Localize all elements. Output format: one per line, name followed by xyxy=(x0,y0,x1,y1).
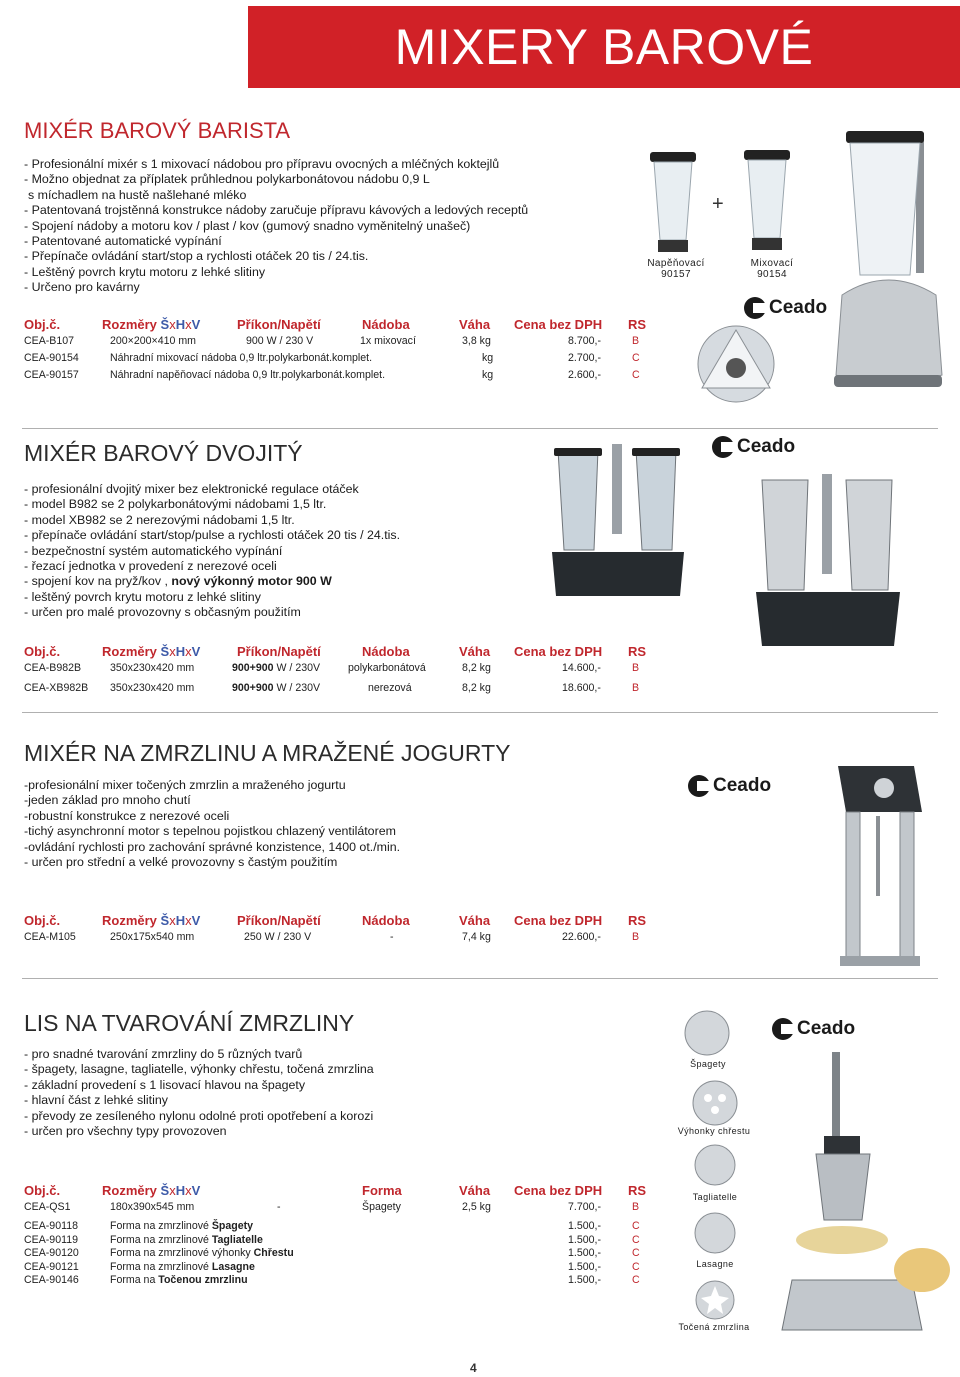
ice-cream-press-image xyxy=(772,1050,958,1340)
page-number: 4 xyxy=(470,1361,477,1375)
cell-code: CEA-XB982B xyxy=(24,682,89,694)
bullet: - Určeno pro kavárny xyxy=(24,280,140,295)
cell-code: CEA-90119 xyxy=(24,1233,78,1246)
cell-desc: Náhradní mixovací nádoba 0,9 ltr.polykarbonát.komplet. xyxy=(110,352,373,364)
table-header xyxy=(24,1183,664,1201)
col-rs: RS xyxy=(628,317,647,332)
col-vaha: Váha xyxy=(459,317,491,332)
caption-mixovaci: Mixovací 90154 xyxy=(750,258,794,280)
divider xyxy=(22,428,938,429)
col-vaha: Váha xyxy=(459,913,491,928)
cell-rs: B xyxy=(632,335,640,347)
cell-rs: C xyxy=(632,1274,640,1286)
dvojity-table xyxy=(24,644,664,699)
cell-desc: Náhradní napěňovací nádoba 0,9 ltr.polykarbonát.komplet. xyxy=(110,369,386,381)
cell-power: 900+900 W / 230V xyxy=(232,662,321,674)
cell-power: 900+900 W / 230V xyxy=(232,682,321,694)
col-nadoba: Nádoba xyxy=(362,317,410,332)
lis-bullets xyxy=(24,1047,374,1139)
ceado-logo: Ceado xyxy=(772,1018,855,1040)
cell-dims: 350x230x420 mm xyxy=(110,662,195,674)
col-rozmery: Rozměry ŠxHxV xyxy=(102,317,201,332)
cell-vessel: 1x mixovací xyxy=(360,335,416,347)
double-mixer-steel-image xyxy=(748,470,908,650)
col-prikon: Příkon/Napětí xyxy=(237,317,321,332)
cell-desc: Forma na zmrzlinové Špagety xyxy=(110,1220,254,1232)
table-row xyxy=(24,1261,664,1275)
bullet: - řezací jednotka v provedení z nerezové oceli xyxy=(24,559,277,574)
cell-dims: 200×200×410 mm xyxy=(110,335,196,347)
ceado-mark-icon xyxy=(688,775,710,797)
cell-code: CEA-90121 xyxy=(24,1260,79,1273)
bullet: - model XB982 se 2 nerezovými nádobami 1,5 ltr. xyxy=(24,512,295,527)
cell-rs: C xyxy=(632,1247,640,1259)
table-row xyxy=(24,662,664,682)
bullet: - Patentovaná trojstěnná konstrukce nádoby zaručuje přípravu kávových a ledových receptů xyxy=(24,203,529,218)
cell-weight: kg xyxy=(482,352,494,364)
col-rs: RS xyxy=(628,1183,647,1198)
cell-desc: Forma na zmrzlinové výhonky Chřestu xyxy=(110,1247,294,1259)
cell-desc: Forma na zmrzlinové Lasagne xyxy=(110,1260,255,1273)
ice-cream-mixer-image xyxy=(828,760,928,970)
bullet: - hlavní část z lehké slitiny xyxy=(24,1093,168,1108)
disc-spagety-image xyxy=(682,1008,732,1058)
bullet: - Spojení nádoby a motoru kov / plast / kov (gumový snadno vyměnitelný unašeč) xyxy=(24,218,471,233)
ceado-logo: Ceado xyxy=(712,436,795,458)
dvojity-bullets xyxy=(24,482,400,621)
cell-forma: Špagety xyxy=(362,1201,401,1213)
col-cena: Cena bez DPH xyxy=(514,644,603,659)
bullet: - pro snadné tvarování zmrzliny do 5 různých tvarů xyxy=(24,1047,303,1061)
cell-dims: 350x230x420 mm xyxy=(110,682,195,694)
section-title-dvojity: MIXÉR BAROVÝ DVOJITÝ xyxy=(24,440,303,466)
cell-price: 1.500,- xyxy=(568,1233,601,1246)
cell-price: 14.600,- xyxy=(562,662,601,674)
cell-dims: 180x390x545 mm xyxy=(110,1201,195,1213)
col-nadoba: Nádoba xyxy=(362,913,410,928)
col-nadoba: Nádoba xyxy=(362,644,410,659)
cell-code: CEA-M105 xyxy=(24,931,76,943)
table-row xyxy=(24,335,664,352)
disc-caption: Lasagne xyxy=(696,1259,734,1269)
col-cena: Cena bez DPH xyxy=(514,913,603,928)
col-obj: Obj.č. xyxy=(24,644,61,659)
ceado-logo: Ceado xyxy=(744,297,827,319)
cell-price: 18.600,- xyxy=(562,682,601,694)
cell-vessel: - xyxy=(390,931,394,943)
ceado-mark-icon xyxy=(712,436,734,458)
cell-dims: 250x175x540 mm xyxy=(110,931,195,943)
page-header: MIXERY BAROVÉ xyxy=(248,6,960,88)
cell-rs: C xyxy=(632,352,640,364)
col-rozmery: Rozměry ŠxHxV xyxy=(102,644,201,659)
cell-rs: B xyxy=(632,682,640,694)
ceado-mark-icon xyxy=(772,1018,794,1040)
disc-caption: Tagliatelle xyxy=(692,1192,738,1202)
section-title-barista: MIXÉR BAROVÝ BARISTA xyxy=(24,118,291,143)
col-rozmery: Rozměry ŠxHxV xyxy=(102,1183,201,1198)
bullet: -jeden základ pro mnoho chutí xyxy=(24,793,191,808)
cell-weight: 2,5 kg xyxy=(462,1201,491,1213)
blender-blade-image xyxy=(690,318,786,404)
cell-rs: C xyxy=(632,1260,640,1273)
bullet: s míchadlem na hustě našlehané mléko xyxy=(28,187,247,202)
cell-price: 8.700,- xyxy=(568,335,601,347)
bullet: - Leštěný povrch krytu motoru z lehké slitiny xyxy=(24,264,266,279)
table-header xyxy=(24,317,664,335)
cell-rs: C xyxy=(632,1233,640,1246)
disc-chrest-image xyxy=(690,1078,740,1128)
zmrzlina-table xyxy=(24,913,664,948)
cell-weight: kg xyxy=(482,369,494,381)
bullet: - Profesionální mixér s 1 mixovací nádobou pro přípravu ovocných a mléčných koktejlů xyxy=(24,157,500,171)
col-rozmery: Rozměry ŠxHxV xyxy=(102,913,201,928)
col-prikon: Příkon/Napětí xyxy=(237,913,321,928)
cell-code: CEA-B982B xyxy=(24,662,82,674)
table-row xyxy=(24,1220,664,1234)
cell-price: 7.700,- xyxy=(568,1201,601,1213)
zmrzlina-bullets xyxy=(24,778,400,870)
cell-desc: Forma na Točenou zmrzlinu xyxy=(110,1274,248,1286)
bullet: - určen pro všechny typy provozoven xyxy=(24,1124,227,1139)
cell-rs: C xyxy=(632,1220,640,1232)
bullet-bold: nový výkonný motor 900 W xyxy=(171,574,332,589)
caption-napenovaci: Napěňovací 90157 xyxy=(647,258,705,280)
col-forma: Forma xyxy=(362,1183,402,1198)
table-row xyxy=(24,1234,664,1248)
disc-lasagne-image xyxy=(690,1210,740,1256)
cell-rs: B xyxy=(632,662,640,674)
bullet: - určen pro malé provozovny s občasným použitím xyxy=(24,605,301,620)
disc-tagliatelle-image xyxy=(690,1142,740,1188)
bullet: - přepínače ovládání start/stop/pulse a rychlosti otáček 20 tis / 24.tis. xyxy=(24,528,401,543)
cell-price: 2.700,- xyxy=(568,352,601,364)
bullet: - Patentované automatické vypínání xyxy=(24,234,222,249)
cell-rs: C xyxy=(632,369,640,381)
cell-price: 1.500,- xyxy=(568,1274,601,1286)
barista-table xyxy=(24,317,664,386)
cell-weight: 3,8 kg xyxy=(462,335,491,347)
table-row xyxy=(24,682,664,699)
col-obj: Obj.č. xyxy=(24,913,61,928)
bullet: - leštěný povrch krytu motoru z lehké slitiny xyxy=(24,589,261,604)
lis-table xyxy=(24,1183,664,1288)
cell-weight: 7,4 kg xyxy=(462,931,491,943)
plus-sign: + xyxy=(712,193,725,215)
bullet: - profesionální dvojitý mixer bez elektronické regulace otáček xyxy=(24,482,359,496)
col-obj: Obj.č. xyxy=(24,1183,61,1198)
cell-vessel: nerezová xyxy=(368,682,412,694)
bullet: - model B982 se 2 polykarbonátovými nádobami 1,5 ltr. xyxy=(24,497,327,512)
bullet: - spojení kov na pryž/kov , nový výkonný motor 900 W xyxy=(24,574,332,589)
bullet: -robustní konstrukce z nerezové oceli xyxy=(24,808,230,823)
cell-code: CEA-90154 xyxy=(24,352,79,364)
bullet: - určen pro střední a velké provozovny s častým použitím xyxy=(24,855,338,870)
table-header xyxy=(24,644,664,662)
cell-code: CEA-90118 xyxy=(24,1220,78,1232)
disc-caption: Špagety xyxy=(690,1059,726,1069)
cell-price: 2.600,- xyxy=(568,369,601,381)
col-prikon: Příkon/Napětí xyxy=(237,644,321,659)
col-rs: RS xyxy=(628,644,647,659)
table-header xyxy=(24,913,664,931)
table-row xyxy=(24,1274,664,1288)
bullet: -tichý asynchronní motor s tepelnou pojistkou chlazený ventilátorem xyxy=(24,824,396,839)
divider xyxy=(22,712,938,713)
double-mixer-image xyxy=(548,440,688,600)
ceado-logo: Ceado xyxy=(688,775,771,797)
barista-mixer-image xyxy=(828,125,950,405)
bullet: - bezpečnostní systém automatického vypínání xyxy=(24,543,283,558)
col-vaha: Váha xyxy=(459,644,491,659)
cell-vessel: polykarbonátová xyxy=(348,662,426,674)
disc-tocena-image xyxy=(690,1278,740,1322)
col-vaha: Váha xyxy=(459,1183,491,1198)
cell-code: CEA-QS1 xyxy=(24,1201,71,1213)
bullet: - Přepínače ovládání start/stop a rychlosti otáček 20 tis / 24.tis. xyxy=(24,249,369,264)
cell-code: CEA-B107 xyxy=(24,335,75,347)
disc-caption: Točená zmrzlina xyxy=(678,1322,750,1332)
bullet: - Možno objednat za příplatek průhlednou polykarbonátovou nádobu 0,9 L xyxy=(24,172,430,187)
cell-price: 1.500,- xyxy=(568,1260,601,1273)
ceado-mark-icon xyxy=(744,297,766,319)
bullet: - převody ze zesíleného nylonu odolné proti opotřebení a korozi xyxy=(24,1108,374,1123)
cell-code: CEA-90120 xyxy=(24,1247,79,1259)
bullet: -ovládání rychlosti pro zachování správné konzistence, 1400 ot./min. xyxy=(24,839,401,854)
table-row xyxy=(24,352,664,369)
cell-power: 900 W / 230 V xyxy=(246,335,314,347)
cell-price: 22.600,- xyxy=(562,931,601,943)
cell-power: 250 W / 230 V xyxy=(244,931,312,943)
cell-weight: 8,2 kg xyxy=(462,662,491,674)
section-title-zmrzlina: MIXÉR NA ZMRZLINU A MRAŽENÉ JOGURTY xyxy=(24,740,511,766)
table-row xyxy=(24,1247,664,1261)
table-row xyxy=(24,369,664,386)
cell-weight: 8,2 kg xyxy=(462,682,491,694)
col-cena: Cena bez DPH xyxy=(514,1183,603,1198)
cell-rs: B xyxy=(632,1201,640,1213)
cell-desc: Forma na zmrzlinové Tagliatelle xyxy=(110,1233,263,1246)
disc-caption: Výhonky chřestu xyxy=(677,1126,751,1136)
table-row xyxy=(24,1201,664,1220)
barista-bullets xyxy=(24,157,528,296)
col-cena: Cena bez DPH xyxy=(514,317,603,332)
cell-price: 1.500,- xyxy=(568,1220,601,1232)
cell-power: - xyxy=(277,1201,281,1213)
section-title-lis: LIS NA TVAROVÁNÍ ZMRZLINY xyxy=(24,1010,355,1036)
cell-price: 1.500,- xyxy=(568,1247,601,1259)
bullet: -profesionální mixer točených zmrzlin a mraženého jogurtu xyxy=(24,778,346,792)
table-row xyxy=(24,931,664,948)
bullet: - základní provedení s 1 lisovací hlavou na špagety xyxy=(24,1077,306,1092)
cell-code: CEA-90157 xyxy=(24,369,79,381)
divider xyxy=(22,978,938,979)
col-obj: Obj.č. xyxy=(24,317,61,332)
cell-code: CEA-90146 xyxy=(24,1274,79,1286)
cell-rs: B xyxy=(632,931,640,943)
bullet: - špagety, lasagne, tagliatelle, výhonky chřestu, točená zmrzlina xyxy=(24,1062,374,1077)
col-rs: RS xyxy=(628,913,647,928)
